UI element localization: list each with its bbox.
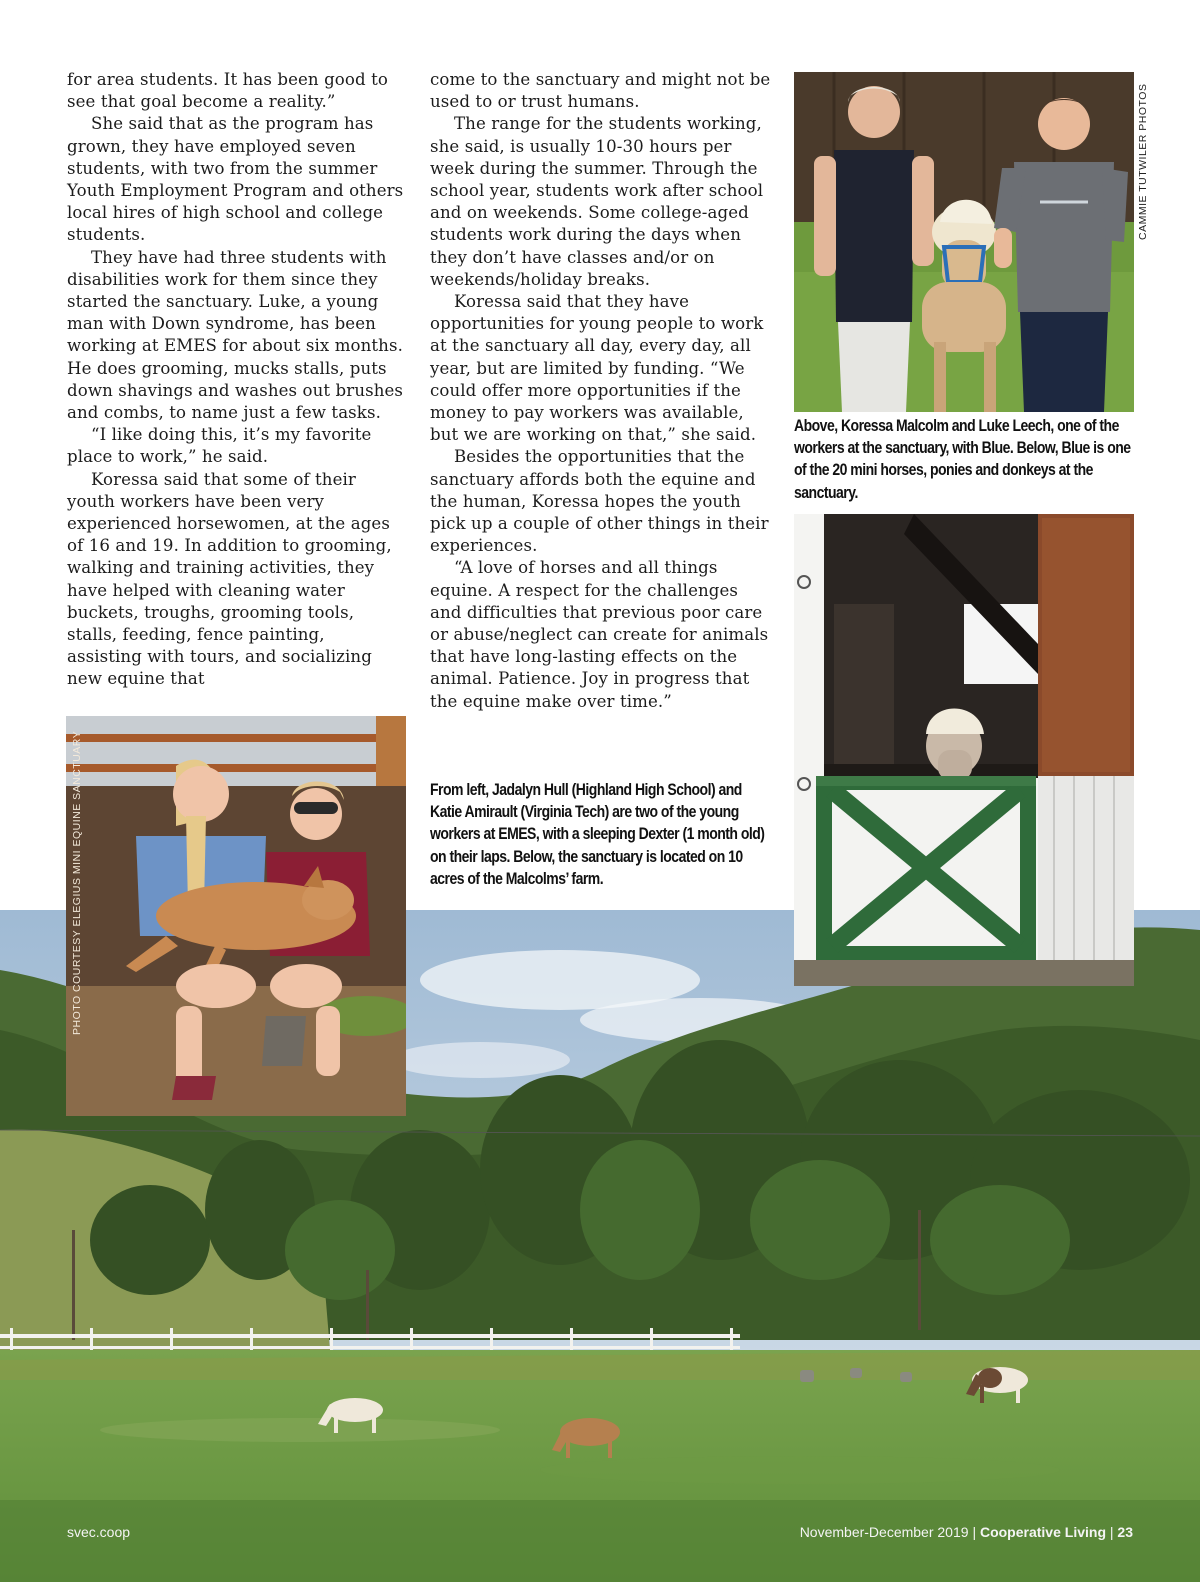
photo-credit-left: PHOTO COURTESY ELEGIUS MINI EQUINE SANCTUARY (71, 730, 83, 1035)
paragraph: “I like doing this, it’s my favorite place to work,” he said. (67, 425, 372, 467)
paragraph: “A love of horses and all things equine. A respect for the challenges and difficulties that previous poor care or abuse/neglect can create for animals that have long-lasting effects on the animal. Patience. Joy in progress that the equine make over time.” (430, 558, 769, 711)
photo-girls-with-foal (66, 716, 406, 1116)
caption-top-right: Above, Koressa Malcolm and Luke Leech, one of the workers at the sanctuary, with Blue. Below, Blue is one of the 20 mini horses, ponies and donkeys at the sanctuary. (794, 417, 1131, 502)
article-column-1 (67, 69, 404, 691)
footer-separator: | (1109, 1524, 1114, 1540)
paragraph: Koressa said that some of their youth workers have been very experienced horsewomen, at the ages of 16 and 19. In addition to grooming, walking and training activities, they have helped with cleaning water buckets, troughs, grooming tools, stalls, feeding, fence painting, assisting with tours, and socializing new equine that (67, 469, 392, 689)
photo-blue-in-stall (794, 514, 1134, 986)
paragraph: She said that as the program has grown, they have employed seven students, with two from the summer Youth Employment Program and others local hires of high school and college students. (67, 114, 404, 245)
footer-website: svec.coop (67, 1524, 131, 1540)
paragraph: Koressa said that they have opportunities for young people to work at the sanctuary all day, every day, all year, but are limited by funding. “We could offer more opportunities if the money to pay workers was available, but we are working on that,” she said. (430, 292, 764, 445)
footer-issue-info (800, 1524, 1133, 1540)
caption-middle: From left, Jadalyn Hull (Highland High School) and Katie Amirault (Virginia Tech) are two of the young workers at EMES, with a sleeping Dexter (1 month old) on their laps. Below, the sanctuary is located on 10 acres of the Malcolms’ farm. (430, 781, 765, 888)
photo-koressa-luke-blue (794, 72, 1134, 412)
footer-separator: | (972, 1524, 977, 1540)
paragraph: for area students. It has been good to see that goal become a reality.” (67, 70, 388, 112)
article-column-2 (430, 69, 771, 713)
footer-magazine: Cooperative Living (979, 1524, 1106, 1540)
paragraph: Besides the opportunities that the sanctuary affords both the equine and the human, Koressa hopes the youth pick up a couple of other things in their experiences. (430, 447, 769, 556)
paragraph: They have had three students with disabilities work for them since they started the sanctuary. Luke, a young man with Down syndrome, has been working at EMES for about six months. He does grooming, mucks stalls, puts down shavings and washes out brushes and combs, to name just a few tasks. (67, 247, 404, 423)
paragraph: The range for the students working, she said, is usually 10-30 hours per week during the summer. Through the school year, students work after school and on weekends. Some college-aged students work during the days when they don’t have classes and/or on weekends/holiday breaks. (430, 114, 764, 289)
paragraph: come to the sanctuary and might not be used to or trust humans. (430, 70, 771, 112)
page-number: 23 (1117, 1524, 1133, 1540)
photo-credit-right: CAMMIE TUTWILER PHOTOS (1137, 83, 1149, 240)
footer-date: November-December 2019 (799, 1524, 969, 1540)
